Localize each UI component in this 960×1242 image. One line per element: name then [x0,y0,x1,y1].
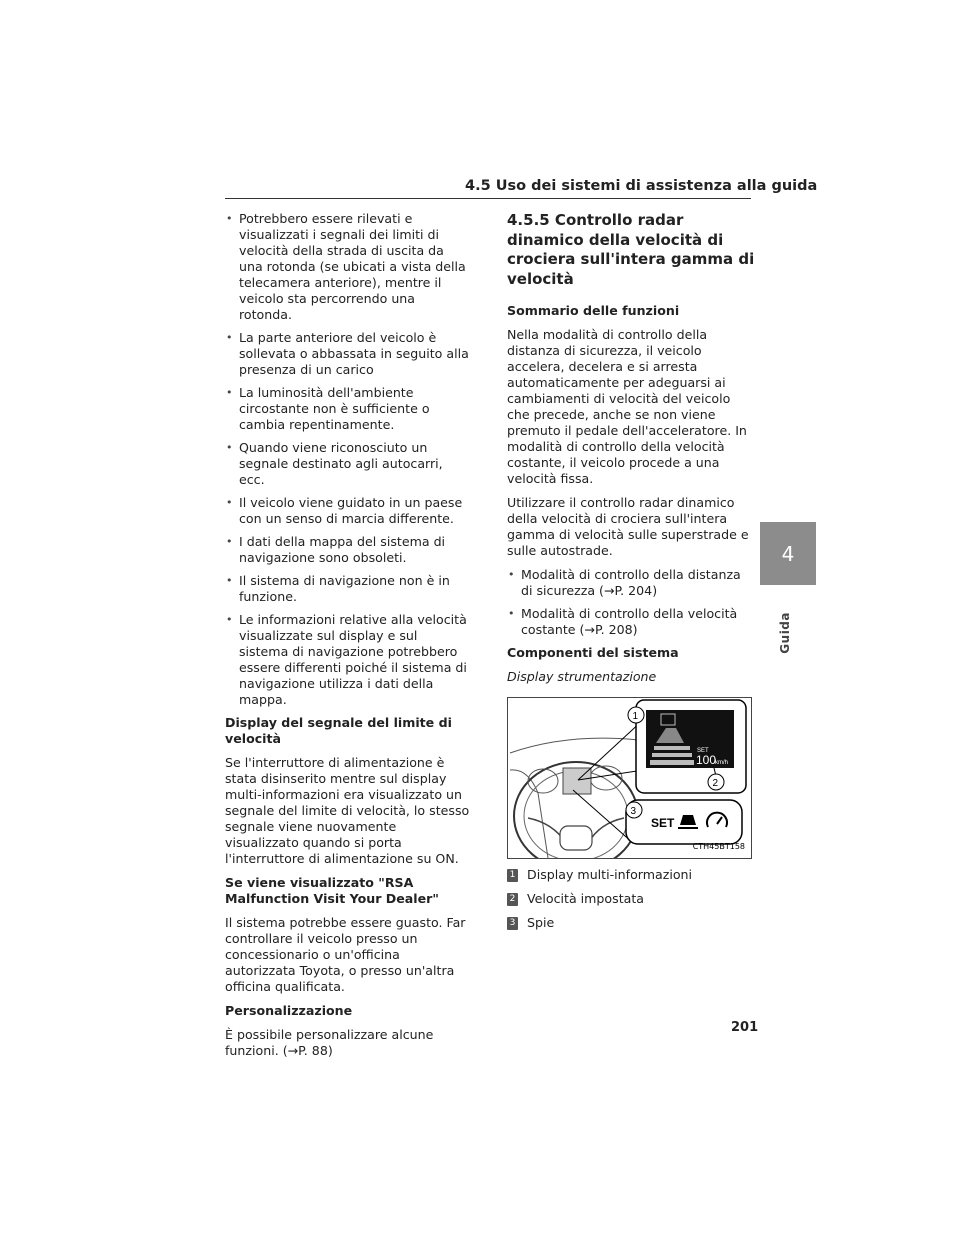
instrument-cluster-figure [507,697,752,859]
cluster-illustration [508,698,751,858]
distance-bar [654,746,690,750]
right-column [507,211,755,939]
list-item: • La luminosità dell'ambiente circostante non è sufficiente o cambia repentinamente. [225,385,470,433]
paragraph: Nella modalità di controllo della distanza di sicurezza, il veicolo accelera, decelera e si arresta automaticamente per adeguarsi ai cambiamenti di velocità del veicolo che precede, anche se non viene premuto il pedale dell'acceleratore. In modalità di controllo della velocità costante, il veicolo procede a una velocità fissa. [507,327,747,486]
distance-bar [650,760,694,765]
list-item: • Le informazioni relative alla velocità visualizzate sul display e sul sistema di navigazione potrebbero essere differenti poiché il sistema di navigazione utilizza i dati della mappa. [225,612,470,708]
list-item: • Modalità di controllo della distanza di sicurezza (→P. 204) [507,567,755,599]
chapter-tab: 4 [760,522,816,585]
steering-hub [560,826,592,850]
paragraph: Se l'interruttore di alimentazione è stata disinserito mentre sul display multi-informazioni era visualizzato un segnale del limite di velocità, lo stesso segnale viene nuovamente visualizzato quando si porta l'interruttore di alimentazione su ON. [225,755,470,866]
page-number: 201 [731,1020,759,1035]
legend-label: Spie [527,915,555,930]
paragraph: Utilizzare il controllo radar dinamico della velocità di crociera sull'intera gamma di velocità sulle superstrade e sulle autostrade. [507,495,749,558]
figure-caption: Display strumentazione [507,669,657,684]
set-indicator: SET [651,816,675,830]
list-item: • Il veicolo viene guidato in un paese con un senso di marcia differente. [225,495,470,527]
number-badge: 1 [507,869,518,882]
legend-label: Display multi-informazioni [527,867,693,882]
subheading-summary: Sommario delle funzioni [507,303,680,318]
list-item: • Modalità di controllo della velocità costante (→P. 208) [507,606,755,638]
legend-item [507,891,755,907]
list-item: • Il sistema di navigazione non è in funzione. [225,573,470,605]
chapter-label: Guida [778,612,792,654]
subheading-personalization: Personalizzazione [225,1003,353,1018]
callout-3-label: 3 [630,806,637,817]
legend-item [507,915,755,931]
number-badge: 3 [507,917,518,930]
callout-1-label: 1 [632,711,639,722]
paragraph: Il sistema potrebbe essere guasto. Far controllare il veicolo presso un concessionario o un'officina autorizzata Toyota, o presso un'altra officina qualificata. [225,915,466,994]
left-column [225,211,470,1067]
mode-list [507,567,755,638]
figure-code: CTH45BT158 [692,842,745,851]
dashboard-outline [510,770,548,858]
callout-2-label: 2 [712,778,719,789]
speed-unit: km/h [715,760,729,766]
list-item: • Potrebbero essere rilevati e visualizzati i segnali dei limiti di velocità della strada di uscita da una rotonda (se ubicati a vista della telecamera anteriore), mentre il veicolo sta percorrendo una rotonda. [225,211,470,323]
section-title: 4.5.5 Controllo radar dinamico della velocità di crociera sull'intera gamma di velocità [507,211,755,288]
header-rule [225,198,751,199]
dashboard-outline [510,738,638,753]
set-label: SET [697,748,709,754]
subheading-components: Componenti del sistema [507,645,679,660]
legend-label: Velocità impostata [527,891,645,906]
running-header: 4.5 Uso dei sistemi di assistenza alla guida [465,178,818,194]
speed-value: 100 [696,753,717,767]
paragraph: È possibile personalizzare alcune funzioni. (→P. 88) [225,1027,434,1058]
list-item: • Quando viene riconosciuto un segnale destinato agli autocarri, ecc. [225,440,470,488]
distance-bar [652,753,692,757]
list-item: • La parte anteriore del veicolo è sollevata o abbassata in seguito alla presenza di un carico [225,330,470,378]
condition-list [225,211,470,708]
subheading-speed-limit-display: Display del segnale del limite di velocità [225,715,452,746]
subheading-rsa-malfunction: Se viene visualizzato "RSA Malfunction Visit Your Dealer" [225,875,439,906]
list-item: • I dati della mappa del sistema di navigazione sono obsoleti. [225,534,470,566]
legend-item [507,867,755,883]
number-badge: 2 [507,893,518,906]
